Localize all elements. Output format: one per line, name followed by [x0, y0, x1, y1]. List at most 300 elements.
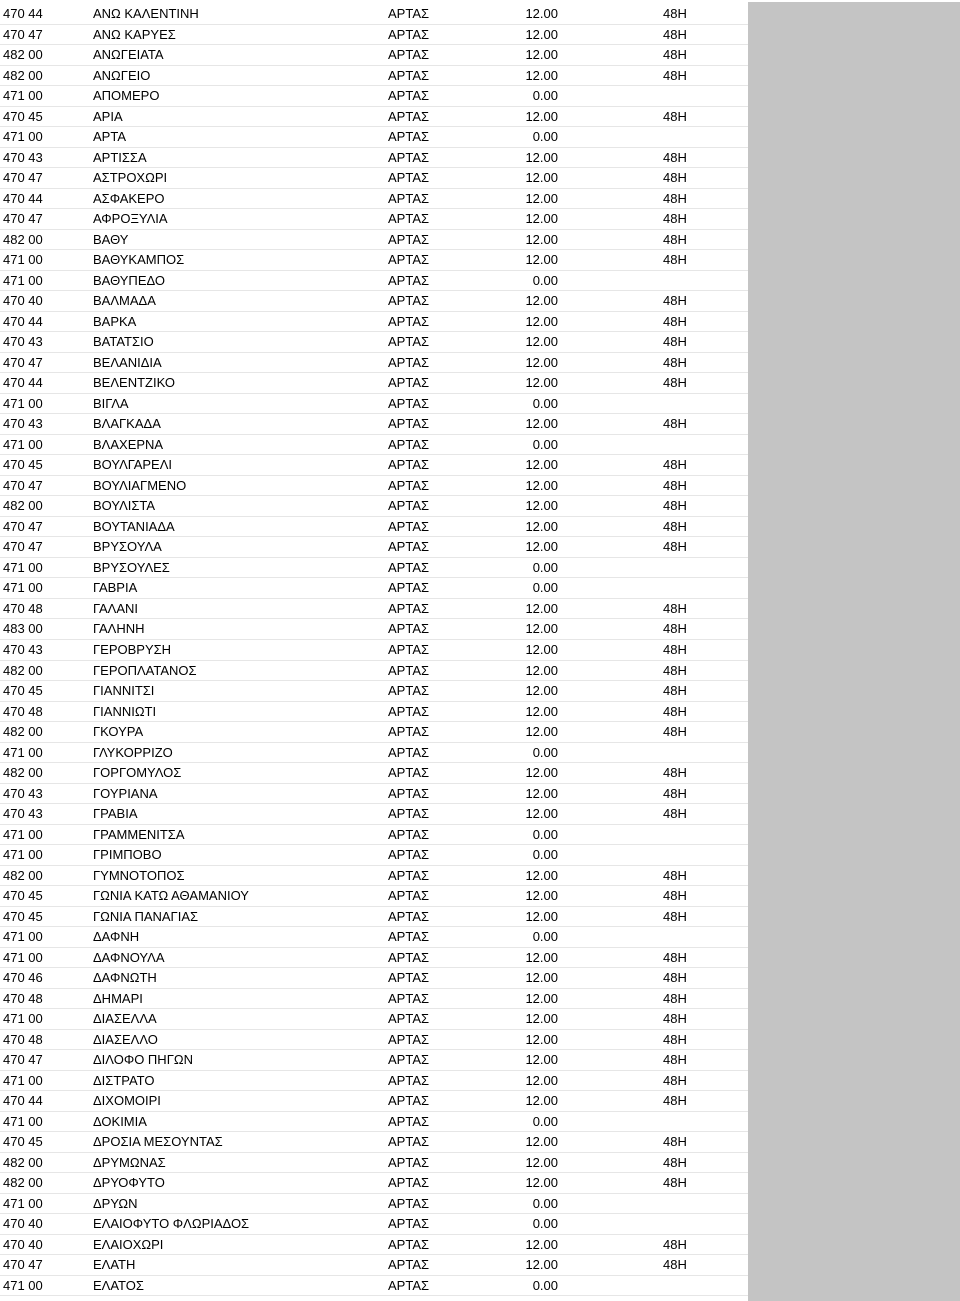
cost-cell: 12.00 — [525, 765, 558, 781]
table-row — [0, 45, 748, 66]
delivery-time-cell: 48H — [663, 67, 687, 83]
table-row — [0, 107, 748, 128]
table-row — [0, 394, 748, 415]
postal-code-cell: 470 43 — [3, 149, 43, 165]
delivery-time-cell: 48H — [663, 1093, 687, 1109]
postal-code-cell: 470 45 — [3, 1134, 43, 1150]
prefecture-cell: ΑΡΤΑΣ — [388, 683, 430, 699]
delivery-time-cell: 48H — [663, 539, 687, 555]
cost-cell: 0.00 — [532, 580, 558, 596]
cost-cell: 12.00 — [525, 703, 558, 719]
delivery-time-cell: 48H — [663, 1154, 687, 1170]
prefecture-cell: ΑΡΤΑΣ — [388, 1195, 430, 1211]
delivery-time-cell: 48H — [663, 211, 687, 227]
prefecture-cell: ΑΡΤΑΣ — [388, 990, 430, 1006]
table-row — [0, 373, 748, 394]
cost-cell: 12.00 — [525, 1093, 558, 1109]
table-row — [0, 1050, 748, 1071]
postal-code-cell: 482 00 — [3, 867, 43, 883]
prefecture-cell: ΑΡΤΑΣ — [388, 847, 430, 863]
table-row — [0, 291, 748, 312]
prefecture-cell: ΑΡΤΑΣ — [388, 1154, 430, 1170]
table-row — [0, 1030, 748, 1051]
prefecture-cell: ΑΡΤΑΣ — [388, 1175, 430, 1191]
area-name-cell: ΔΡΥΟΦΥΤΟ — [93, 1175, 165, 1191]
postal-code-cell: 482 00 — [3, 47, 43, 63]
delivery-time-cell: 48H — [663, 1257, 687, 1273]
cost-cell: 12.00 — [525, 67, 558, 83]
table-row — [0, 168, 748, 189]
cost-cell: 0.00 — [532, 272, 558, 288]
table-row — [0, 578, 748, 599]
postal-code-table — [0, 4, 748, 1296]
prefecture-cell: ΑΡΤΑΣ — [388, 334, 430, 350]
prefecture-cell: ΑΡΤΑΣ — [388, 703, 430, 719]
postal-code-cell: 470 46 — [3, 970, 43, 986]
postal-code-cell: 471 00 — [3, 826, 43, 842]
area-name-cell: ΓΕΡΟΠΛΑΤΑΝΟΣ — [93, 662, 197, 678]
area-name-cell: ΓΟΥΡΙΑΝΑ — [93, 785, 158, 801]
area-name-cell: ΒΑΛΜΑΔΑ — [93, 293, 156, 309]
area-name-cell: ΒΟΥΛΙΣΤΑ — [93, 498, 156, 514]
cost-cell: 12.00 — [525, 293, 558, 309]
delivery-time-cell: 48H — [663, 190, 687, 206]
area-name-cell: ΓΑΒΡΙΑ — [93, 580, 138, 596]
delivery-time-cell: 48H — [663, 108, 687, 124]
area-name-cell: ΓΛΥΚΟΡΡΙΖΟ — [93, 744, 173, 760]
area-name-cell: ΒΟΥΤΑΝΙΑΔΑ — [93, 518, 175, 534]
prefecture-cell: ΑΡΤΑΣ — [388, 970, 430, 986]
delivery-time-cell: 48H — [663, 785, 687, 801]
table-row — [0, 25, 748, 46]
area-name-cell: ΔΗΜΑΡΙ — [93, 990, 143, 1006]
table-row — [0, 784, 748, 805]
table-row — [0, 435, 748, 456]
table-row — [0, 496, 748, 517]
postal-code-cell: 471 00 — [3, 744, 43, 760]
prefecture-cell: ΑΡΤΑΣ — [388, 47, 430, 63]
area-name-cell: ΒΛΑΧΕΡΝΑ — [93, 436, 164, 452]
cost-cell: 0.00 — [532, 129, 558, 145]
cost-cell: 12.00 — [525, 1257, 558, 1273]
area-name-cell: ΑΡΤΙΣΣΑ — [93, 149, 147, 165]
prefecture-cell: ΑΡΤΑΣ — [388, 662, 430, 678]
postal-code-cell: 470 47 — [3, 1257, 43, 1273]
delivery-time-cell: 48H — [663, 600, 687, 616]
table-row — [0, 661, 748, 682]
postal-code-cell: 470 40 — [3, 1236, 43, 1252]
area-name-cell: ΔΙΛΟΦΟ ΠΗΓΩΝ — [93, 1052, 193, 1068]
delivery-time-cell: 48H — [663, 970, 687, 986]
prefecture-cell: ΑΡΤΑΣ — [388, 26, 430, 42]
table-row — [0, 886, 748, 907]
cost-cell: 12.00 — [525, 949, 558, 965]
postal-code-cell: 470 45 — [3, 108, 43, 124]
prefecture-cell: ΑΡΤΑΣ — [388, 108, 430, 124]
postal-code-cell: 470 48 — [3, 1031, 43, 1047]
cost-cell: 12.00 — [525, 190, 558, 206]
cost-cell: 0.00 — [532, 744, 558, 760]
table-row — [0, 558, 748, 579]
table-row — [0, 1173, 748, 1194]
cost-cell: 12.00 — [525, 108, 558, 124]
delivery-time-cell: 48H — [663, 6, 687, 21]
area-name-cell: ΔΙΑΣΕΛΛΑ — [93, 1011, 157, 1027]
cost-cell: 12.00 — [525, 662, 558, 678]
table-row — [0, 4, 748, 25]
area-name-cell: ΒΑΡΚΑ — [93, 313, 137, 329]
area-name-cell: ΒΡΥΣΟΥΛΑ — [93, 539, 162, 555]
prefecture-cell: ΑΡΤΑΣ — [388, 867, 430, 883]
prefecture-cell: ΑΡΤΑΣ — [388, 621, 430, 637]
area-name-cell: ΓΕΡΟΒΡΥΣΗ — [93, 641, 172, 657]
table-row — [0, 476, 748, 497]
delivery-time-cell: 48H — [663, 1175, 687, 1191]
prefecture-cell: ΑΡΤΑΣ — [388, 436, 430, 452]
delivery-time-cell: 48H — [663, 457, 687, 473]
prefecture-cell: ΑΡΤΑΣ — [388, 1113, 430, 1129]
area-name-cell: ΒΟΥΛΓΑΡΕΛΙ — [93, 457, 173, 473]
table-row — [0, 271, 748, 292]
postal-code-cell: 470 44 — [3, 6, 43, 21]
postal-code-cell: 470 47 — [3, 354, 43, 370]
delivery-time-cell: 48H — [663, 149, 687, 165]
prefecture-cell: ΑΡΤΑΣ — [388, 1236, 430, 1252]
prefecture-cell: ΑΡΤΑΣ — [388, 231, 430, 247]
area-name-cell: ΕΛΑΤΗ — [93, 1257, 136, 1273]
cost-cell: 0.00 — [532, 826, 558, 842]
postal-code-cell: 482 00 — [3, 1154, 43, 1170]
table-row — [0, 353, 748, 374]
cost-cell: 12.00 — [525, 477, 558, 493]
cost-cell: 12.00 — [525, 1154, 558, 1170]
prefecture-cell: ΑΡΤΑΣ — [388, 539, 430, 555]
postal-code-cell: 470 44 — [3, 313, 43, 329]
cost-cell: 12.00 — [525, 1031, 558, 1047]
postal-code-cell: 471 00 — [3, 1072, 43, 1088]
table-row — [0, 968, 748, 989]
cost-cell: 12.00 — [525, 600, 558, 616]
area-name-cell: ΑΝΩ ΚΑΛΕΝΤΙΝΗ — [93, 6, 199, 21]
postal-code-cell: 482 00 — [3, 498, 43, 514]
area-name-cell: ΕΛΑΙΟΦΥΤΟ ΦΛΩΡΙΑΔΟΣ — [93, 1216, 250, 1232]
postal-code-cell: 470 45 — [3, 908, 43, 924]
prefecture-cell: ΑΡΤΑΣ — [388, 908, 430, 924]
postal-code-cell: 470 47 — [3, 1052, 43, 1068]
prefecture-cell: ΑΡΤΑΣ — [388, 252, 430, 268]
delivery-time-cell: 48H — [663, 724, 687, 740]
cost-cell: 12.00 — [525, 806, 558, 822]
delivery-time-cell: 48H — [663, 47, 687, 63]
prefecture-cell: ΑΡΤΑΣ — [388, 785, 430, 801]
area-name-cell: ΓΡΙΜΠΟΒΟ — [93, 847, 162, 863]
area-name-cell: ΒΛΑΓΚΑΔΑ — [93, 416, 161, 432]
area-name-cell: ΓΚΟΥΡΑ — [93, 724, 144, 740]
area-name-cell: ΔΑΦΝΗ — [93, 929, 140, 945]
table-row — [0, 681, 748, 702]
area-name-cell: ΑΝΩΓΕΙΑΤΑ — [93, 47, 164, 63]
prefecture-cell: ΑΡΤΑΣ — [388, 88, 430, 104]
prefecture-cell: ΑΡΤΑΣ — [388, 1257, 430, 1273]
table-row — [0, 414, 748, 435]
delivery-time-cell: 48H — [663, 477, 687, 493]
table-row — [0, 702, 748, 723]
table-row — [0, 1276, 748, 1297]
cost-cell: 12.00 — [525, 1011, 558, 1027]
area-name-cell: ΑΣΦΑΚΕΡΟ — [93, 190, 165, 206]
area-name-cell: ΕΛΑΙΟΧΩΡΙ — [93, 1236, 164, 1252]
table-row — [0, 948, 748, 969]
prefecture-cell: ΑΡΤΑΣ — [388, 580, 430, 596]
area-name-cell: ΓΙΑΝΝΙΩΤΙ — [93, 703, 157, 719]
table-row — [0, 86, 748, 107]
delivery-time-cell: 48H — [663, 641, 687, 657]
delivery-time-cell: 48H — [663, 703, 687, 719]
postal-code-cell: 471 00 — [3, 436, 43, 452]
prefecture-cell: ΑΡΤΑΣ — [388, 518, 430, 534]
cost-cell: 12.00 — [525, 908, 558, 924]
area-name-cell: ΓΩΝΙΑ ΠΑΝΑΓΙΑΣ — [93, 908, 199, 924]
area-name-cell: ΔΑΦΝΟΥΛΑ — [93, 949, 165, 965]
cost-cell: 12.00 — [525, 888, 558, 904]
prefecture-cell: ΑΡΤΑΣ — [388, 765, 430, 781]
table-row — [0, 989, 748, 1010]
cost-cell: 12.00 — [525, 26, 558, 42]
table-row — [0, 517, 748, 538]
cost-cell: 0.00 — [532, 1216, 558, 1232]
delivery-time-cell: 48H — [663, 1236, 687, 1252]
area-name-cell: ΓΩΝΙΑ ΚΑΤΩ ΑΘΑΜΑΝΙΟΥ — [93, 888, 249, 904]
postal-code-cell: 470 48 — [3, 600, 43, 616]
cost-cell: 12.00 — [525, 149, 558, 165]
delivery-time-cell: 48H — [663, 231, 687, 247]
table-row — [0, 866, 748, 887]
prefecture-cell: ΑΡΤΑΣ — [388, 190, 430, 206]
cost-cell: 0.00 — [532, 559, 558, 575]
area-name-cell: ΒΑΘΥΚΑΜΠΟΣ — [93, 252, 185, 268]
prefecture-cell: ΑΡΤΑΣ — [388, 1093, 430, 1109]
cost-cell: 12.00 — [525, 1175, 558, 1191]
delivery-time-cell: 48H — [663, 1134, 687, 1150]
area-name-cell: ΒΕΛΕΝΤΖΙΚΟ — [93, 375, 175, 391]
table-row — [0, 332, 748, 353]
cost-cell: 12.00 — [525, 252, 558, 268]
cost-cell: 12.00 — [525, 498, 558, 514]
cost-cell: 0.00 — [532, 929, 558, 945]
delivery-time-cell: 48H — [663, 621, 687, 637]
cost-cell: 0.00 — [532, 1113, 558, 1129]
postal-code-cell: 482 00 — [3, 1175, 43, 1191]
delivery-time-cell: 48H — [663, 313, 687, 329]
area-name-cell: ΓΟΡΓΟΜΥΛΟΣ — [93, 765, 182, 781]
gray-side-panel — [748, 2, 960, 1301]
postal-code-cell: 470 43 — [3, 806, 43, 822]
delivery-time-cell: 48H — [663, 170, 687, 186]
cost-cell: 0.00 — [532, 395, 558, 411]
table-row — [0, 66, 748, 87]
postal-code-cell: 470 47 — [3, 170, 43, 186]
postal-code-cell: 470 45 — [3, 888, 43, 904]
table-row — [0, 455, 748, 476]
postal-code-cell: 471 00 — [3, 1113, 43, 1129]
cost-cell: 12.00 — [525, 539, 558, 555]
area-name-cell: ΑΦΡΟΞΥΛΙΑ — [93, 211, 168, 227]
prefecture-cell: ΑΡΤΑΣ — [388, 724, 430, 740]
postal-code-cell: 470 44 — [3, 375, 43, 391]
area-name-cell: ΑΣΤΡΟΧΩΡΙ — [93, 170, 168, 186]
prefecture-cell: ΑΡΤΑΣ — [388, 1072, 430, 1088]
postal-code-cell: 482 00 — [3, 724, 43, 740]
cost-cell: 0.00 — [532, 1195, 558, 1211]
postal-code-cell: 471 00 — [3, 129, 43, 145]
cost-cell: 12.00 — [525, 457, 558, 473]
prefecture-cell: ΑΡΤΑΣ — [388, 67, 430, 83]
postal-code-cell: 470 44 — [3, 1093, 43, 1109]
table-row — [0, 1009, 748, 1030]
delivery-time-cell: 48H — [663, 888, 687, 904]
table-row — [0, 1194, 748, 1215]
prefecture-cell: ΑΡΤΑΣ — [388, 354, 430, 370]
prefecture-cell: ΑΡΤΑΣ — [388, 313, 430, 329]
postal-code-cell: 471 00 — [3, 272, 43, 288]
cost-cell: 12.00 — [525, 6, 558, 21]
cost-cell: 12.00 — [525, 867, 558, 883]
area-name-cell: ΒΡΥΣΟΥΛΕΣ — [93, 559, 170, 575]
postal-code-cell: 470 40 — [3, 293, 43, 309]
postal-code-cell: 470 47 — [3, 539, 43, 555]
delivery-time-cell: 48H — [663, 1031, 687, 1047]
delivery-time-cell: 48H — [663, 867, 687, 883]
cost-cell: 12.00 — [525, 47, 558, 63]
prefecture-cell: ΑΡΤΑΣ — [388, 559, 430, 575]
cost-cell: 12.00 — [525, 170, 558, 186]
delivery-time-cell: 48H — [663, 1072, 687, 1088]
cost-cell: 12.00 — [525, 785, 558, 801]
table-row — [0, 1214, 748, 1235]
postal-code-cell: 470 48 — [3, 990, 43, 1006]
table-row — [0, 743, 748, 764]
area-name-cell: ΑΡΤΑ — [93, 129, 126, 145]
prefecture-cell: ΑΡΤΑΣ — [388, 498, 430, 514]
cost-cell: 12.00 — [525, 1236, 558, 1252]
table-row — [0, 1112, 748, 1133]
postal-code-cell: 470 43 — [3, 416, 43, 432]
prefecture-cell: ΑΡΤΑΣ — [388, 293, 430, 309]
delivery-time-cell: 48H — [663, 498, 687, 514]
cost-cell: 12.00 — [525, 518, 558, 534]
prefecture-cell: ΑΡΤΑΣ — [388, 1031, 430, 1047]
table-row — [0, 640, 748, 661]
prefecture-cell: ΑΡΤΑΣ — [388, 641, 430, 657]
cost-cell: 12.00 — [525, 375, 558, 391]
delivery-time-cell: 48H — [663, 683, 687, 699]
cost-cell: 12.00 — [525, 724, 558, 740]
postal-code-cell: 470 43 — [3, 785, 43, 801]
postal-code-cell: 482 00 — [3, 765, 43, 781]
cost-cell: 0.00 — [532, 88, 558, 104]
cost-cell: 0.00 — [532, 1277, 558, 1293]
cost-cell: 12.00 — [525, 416, 558, 432]
area-name-cell: ΒΑΘΥ — [93, 231, 129, 247]
cost-cell: 12.00 — [525, 231, 558, 247]
table-row — [0, 927, 748, 948]
prefecture-cell: ΑΡΤΑΣ — [388, 272, 430, 288]
prefecture-cell: ΑΡΤΑΣ — [388, 806, 430, 822]
postal-code-cell: 483 00 — [3, 621, 43, 637]
prefecture-cell: ΑΡΤΑΣ — [388, 457, 430, 473]
table-row — [0, 845, 748, 866]
prefecture-cell: ΑΡΤΑΣ — [388, 1052, 430, 1068]
cost-cell: 12.00 — [525, 621, 558, 637]
prefecture-cell: ΑΡΤΑΣ — [388, 929, 430, 945]
delivery-time-cell: 48H — [663, 662, 687, 678]
cost-cell: 12.00 — [525, 1072, 558, 1088]
area-name-cell: ΕΛΑΤΟΣ — [93, 1277, 144, 1293]
cost-cell: 12.00 — [525, 313, 558, 329]
table-row — [0, 1235, 748, 1256]
prefecture-cell: ΑΡΤΑΣ — [388, 375, 430, 391]
delivery-time-cell: 48H — [663, 1011, 687, 1027]
postal-code-cell: 470 44 — [3, 190, 43, 206]
area-name-cell: ΑΠΟΜΕΡΟ — [93, 88, 160, 104]
table-row — [0, 127, 748, 148]
postal-code-cell: 471 00 — [3, 1195, 43, 1211]
area-name-cell: ΔΙΑΣΕΛΛΟ — [93, 1031, 158, 1047]
cost-cell: 12.00 — [525, 1134, 558, 1150]
delivery-time-cell: 48H — [663, 806, 687, 822]
postal-code-cell: 470 47 — [3, 211, 43, 227]
area-name-cell: ΓΑΛΑΝΙ — [93, 600, 138, 616]
prefecture-cell: ΑΡΤΑΣ — [388, 949, 430, 965]
postal-code-cell: 471 00 — [3, 395, 43, 411]
table-row — [0, 1091, 748, 1112]
postal-code-cell: 470 43 — [3, 641, 43, 657]
area-name-cell: ΔΙΧΟΜΟΙΡΙ — [93, 1093, 161, 1109]
postal-code-cell: 470 43 — [3, 334, 43, 350]
prefecture-cell: ΑΡΤΑΣ — [388, 1277, 430, 1293]
prefecture-cell: ΑΡΤΑΣ — [388, 888, 430, 904]
cost-cell: 12.00 — [525, 990, 558, 1006]
area-name-cell: ΔΟΚΙΜΙΑ — [93, 1113, 147, 1129]
delivery-time-cell: 48H — [663, 1052, 687, 1068]
cost-cell: 12.00 — [525, 211, 558, 227]
prefecture-cell: ΑΡΤΑΣ — [388, 170, 430, 186]
area-name-cell: ΔΡΥΩΝ — [93, 1195, 138, 1211]
cost-cell: 0.00 — [532, 436, 558, 452]
cost-cell: 12.00 — [525, 970, 558, 986]
prefecture-cell: ΑΡΤΑΣ — [388, 1011, 430, 1027]
area-name-cell: ΓΑΛΗΝΗ — [93, 621, 145, 637]
postal-code-cell: 470 47 — [3, 518, 43, 534]
postal-code-cell: 471 00 — [3, 1277, 43, 1293]
table-row — [0, 250, 748, 271]
table-row — [0, 907, 748, 928]
postal-code-cell: 471 00 — [3, 929, 43, 945]
cost-cell: 12.00 — [525, 334, 558, 350]
area-name-cell: ΓΡΑΜΜΕΝΙΤΣΑ — [93, 826, 185, 842]
table-row — [0, 825, 748, 846]
prefecture-cell: ΑΡΤΑΣ — [388, 826, 430, 842]
postal-code-cell: 471 00 — [3, 252, 43, 268]
delivery-time-cell: 48H — [663, 908, 687, 924]
table-row — [0, 1132, 748, 1153]
cost-cell: 12.00 — [525, 683, 558, 699]
table-row — [0, 1255, 748, 1276]
prefecture-cell: ΑΡΤΑΣ — [388, 129, 430, 145]
delivery-time-cell: 48H — [663, 354, 687, 370]
delivery-time-cell: 48H — [663, 518, 687, 534]
postal-code-cell: 470 47 — [3, 477, 43, 493]
